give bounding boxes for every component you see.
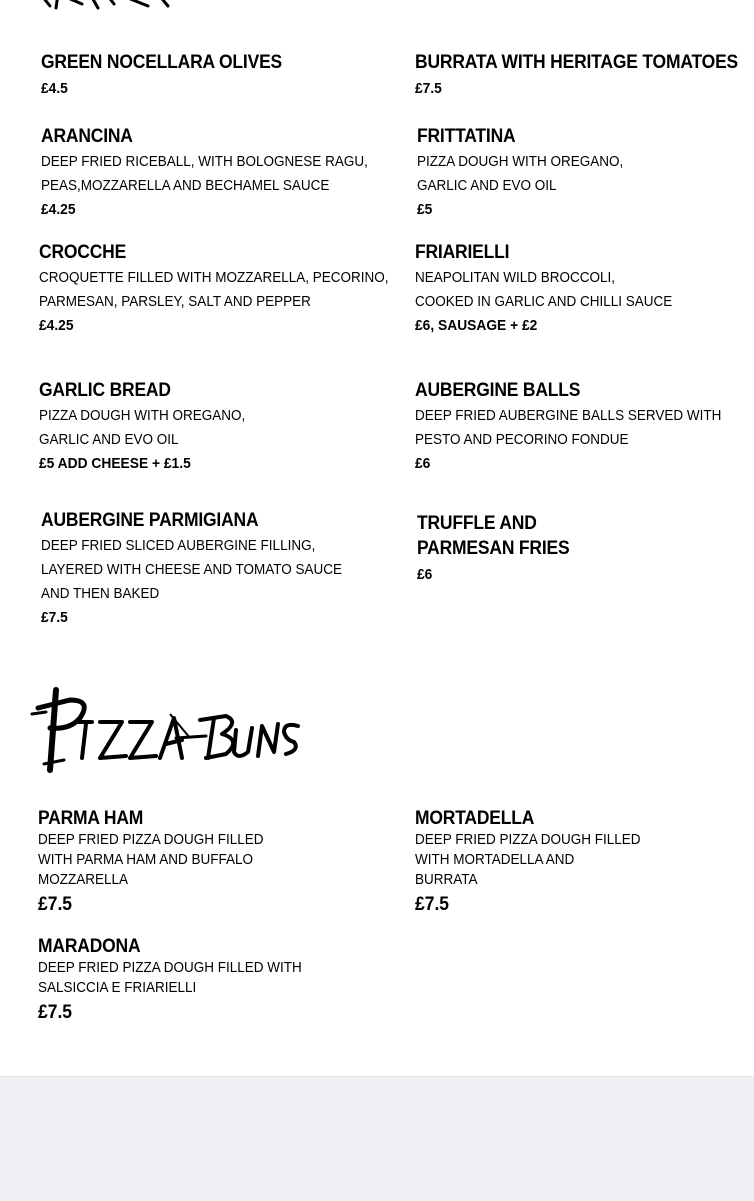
pizza-bun-parma-ham	[38, 808, 289, 918]
item-name: PARMA HAM	[38, 808, 144, 829]
item-description: NEAPOLITAN WILD BROCCOLI, COOKED IN GARLIC AND CHILLI SAUCE	[415, 269, 673, 310]
item-description: DEEP FRIED RICEBALL, WITH BOLOGNESE RAGU, PEAS,MOZZARELLA AND BECHAMEL SAUCE	[41, 153, 368, 194]
menu-item-aubergine-parmigiana	[41, 510, 376, 629]
section-title-art-clipped	[38, 0, 188, 14]
item-description: DEEP FRIED PIZZA DOUGH FILLED WITH PARMA HAM AND BUFFALO MOZZARELLA	[38, 831, 264, 888]
item-name: TRUFFLE AND	[417, 513, 537, 534]
pizza-buns-heading	[30, 682, 300, 774]
pizza-bun-maradona	[38, 936, 331, 1026]
item-description: CROQUETTE FILLED WITH MOZZARELLA, PECORINO, PARMESAN, PARSLEY, SALT AND PEPPER	[39, 269, 389, 310]
menu-item-truffle-fries	[417, 510, 583, 586]
item-description: PIZZA DOUGH WITH OREGANO, GARLIC AND EVO OIL	[39, 407, 246, 448]
menu-item-garlic-bread	[39, 380, 268, 475]
menu-item-aubergine-balls	[415, 380, 754, 475]
item-name: FRITTATINA	[417, 126, 516, 147]
item-price: £4.25	[41, 201, 76, 218]
item-description: DEEP FRIED PIZZA DOUGH FILLED WITH SALSICCIA E FRIARIELLI	[38, 959, 302, 996]
item-name: MARADONA	[38, 936, 141, 957]
menu-item-arancina	[41, 126, 404, 221]
item-name: AUBERGINE BALLS	[415, 380, 581, 401]
menu-item-green-olives	[41, 52, 303, 100]
item-name: CROCCHE	[39, 242, 127, 263]
item-price: £7.5	[38, 894, 73, 915]
menu-item-crocche	[39, 242, 427, 337]
item-description: PIZZA DOUGH WITH OREGANO, GARLIC AND EVO OIL	[417, 153, 624, 194]
item-price: £5	[417, 201, 433, 218]
pizza-bun-mortadella	[415, 808, 666, 918]
item-description: DEEP FRIED PIZZA DOUGH FILLED WITH MORTADELLA AND BURRATA	[415, 831, 641, 888]
item-price: £4.5	[41, 80, 68, 97]
item-price: £6	[415, 455, 431, 472]
item-price: £6	[417, 566, 433, 583]
menu-item-frittatina	[417, 126, 646, 221]
item-price: £4.25	[39, 317, 74, 334]
item-name: MORTADELLA	[415, 808, 535, 829]
item-description: DEEP FRIED SLICED AUBERGINE FILLING, LAYERED WITH CHEESE AND TOMATO SAUCE AND THEN BAKED	[41, 537, 343, 602]
item-name: GREEN NOCELLARA OLIVES	[41, 52, 283, 73]
item-name: GARLIC BREAD	[39, 380, 171, 401]
item-name-line-2: PARMESAN FRIES	[417, 538, 570, 559]
item-name: AUBERGINE PARMIGIANA	[41, 510, 259, 531]
item-description: DEEP FRIED AUBERGINE BALLS SERVED WITH PESTO AND PECORINO FONDUE	[415, 407, 722, 448]
item-price: £7.5	[38, 1002, 73, 1023]
item-price: £6, SAUSAGE + £2	[415, 317, 538, 334]
menu-item-friarielli	[415, 242, 701, 337]
item-price: £7.5	[415, 80, 442, 97]
page-bottom-background	[0, 1076, 754, 1201]
item-price: £5 ADD CHEESE + £1.5	[39, 455, 191, 472]
menu-item-burrata	[415, 52, 754, 100]
item-name: BURRATA WITH HERITAGE TOMATOES	[415, 52, 739, 73]
item-name: FRIARIELLI	[415, 242, 510, 263]
item-name: ARANCINA	[41, 126, 133, 147]
item-price: £7.5	[41, 609, 68, 626]
item-price: £7.5	[415, 894, 450, 915]
